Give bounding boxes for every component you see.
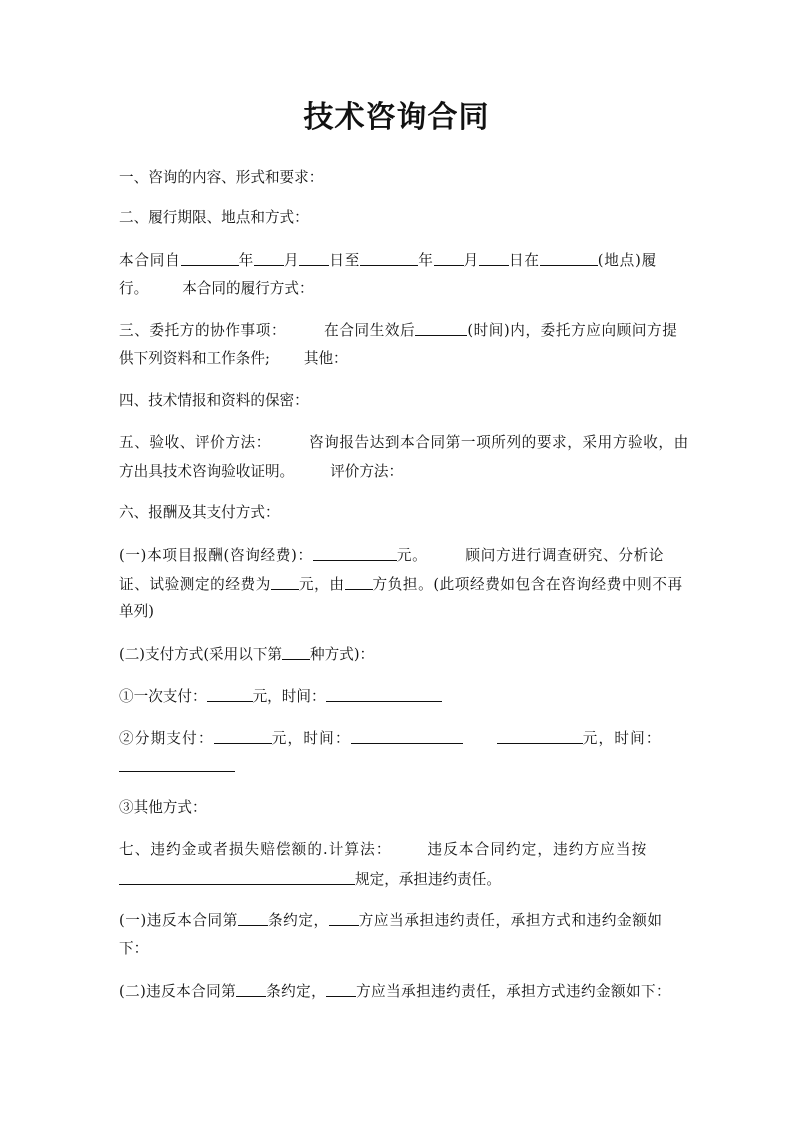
installment-time-2-blank[interactable] bbox=[119, 756, 235, 772]
section-6-payment-heading: 六、报酬及其支付方式： bbox=[119, 504, 280, 521]
section-7-item-1-line-2: 下： bbox=[119, 940, 149, 957]
payment-option-2-continued-line bbox=[119, 756, 235, 777]
text-segment: 元。 bbox=[396, 547, 428, 564]
section-4-confidentiality: 四、技术情报和资料的保密： bbox=[119, 392, 309, 409]
end-month-blank[interactable] bbox=[434, 250, 464, 266]
text-segment: 方应当承担违约责任，承担方式违约金额如下： bbox=[356, 983, 672, 1000]
section-3-cooperation-line-1 bbox=[119, 320, 677, 341]
lump-sum-time-blank[interactable] bbox=[326, 686, 442, 702]
text-segment: 顾问方进行调查研究、分析论 bbox=[465, 547, 665, 564]
text-segment: (时间)内，委托方应向顾问方提 bbox=[467, 322, 678, 339]
text-segment: 条约定， bbox=[267, 912, 329, 929]
text-segment: 年 bbox=[238, 252, 254, 269]
text-segment: 行。 bbox=[119, 280, 149, 297]
installment-amount-2-blank[interactable] bbox=[497, 728, 583, 744]
text-segment: 日在 bbox=[509, 252, 540, 269]
lump-sum-amount-blank[interactable] bbox=[207, 686, 253, 702]
section-2-date-place-line bbox=[119, 250, 657, 271]
section-5-acceptance-line-1 bbox=[119, 433, 689, 453]
text-segment: 元，时间： bbox=[252, 688, 326, 705]
section-5-acceptance-line-2 bbox=[119, 462, 403, 482]
text-segment: ②分期支付： bbox=[119, 730, 214, 747]
breach-party-2-blank[interactable] bbox=[326, 981, 356, 997]
text-segment: (一)违反本合同第 bbox=[119, 912, 238, 929]
section-7-penalty-line-1 bbox=[119, 840, 647, 860]
section-7-item-2-line bbox=[119, 981, 671, 1002]
end-year-blank[interactable] bbox=[360, 250, 418, 266]
text-segment: (地点)履 bbox=[597, 252, 657, 269]
text-segment: 违反本合同约定，违约方应当按 bbox=[427, 841, 648, 858]
expense-amount-blank[interactable] bbox=[271, 574, 299, 590]
text-segment: 五、验收、评价方法： bbox=[119, 434, 271, 451]
start-year-blank[interactable] bbox=[181, 250, 239, 266]
payment-option-1-line bbox=[119, 686, 442, 707]
installment-time-1-blank[interactable] bbox=[351, 728, 463, 744]
text-segment: 证、试验测定的经费为 bbox=[119, 576, 271, 593]
text-segment: ①一次支付： bbox=[119, 688, 207, 705]
payment-option-3-line: ③其他方式： bbox=[119, 799, 207, 816]
breach-clause-1-blank[interactable] bbox=[238, 910, 268, 926]
text-segment: (一)本项目报酬(咨询经费)： bbox=[119, 547, 313, 564]
payment-option-2-line bbox=[119, 728, 662, 749]
payment-option-blank[interactable] bbox=[282, 644, 310, 660]
text-segment: 元，时间： bbox=[582, 730, 662, 747]
text-segment: 评价方法： bbox=[330, 463, 404, 480]
section-6-fee-line-2 bbox=[119, 574, 683, 595]
section-6-fee-line-1 bbox=[119, 545, 664, 566]
section-6-fee-line-3: 单列) bbox=[119, 603, 154, 620]
section-3-cooperation-line-2 bbox=[119, 349, 348, 369]
text-segment: (二)违反本合同第 bbox=[119, 983, 237, 1000]
text-segment: 月 bbox=[463, 252, 479, 269]
section-2-method-line bbox=[119, 279, 314, 299]
text-segment: 月 bbox=[283, 252, 300, 269]
section-2-performance-terms: 二、履行期限、地点和方式： bbox=[119, 209, 309, 226]
text-segment: 三、委托方的协作事项： bbox=[119, 322, 287, 339]
breach-clause-2-blank[interactable] bbox=[236, 981, 266, 997]
text-segment: 在合同生效后 bbox=[324, 322, 416, 339]
section-6-payment-method-line bbox=[119, 644, 374, 665]
text-segment: 方出具技术咨询验收证明。 bbox=[119, 463, 295, 480]
start-day-blank[interactable] bbox=[299, 250, 329, 266]
time-blank[interactable] bbox=[415, 320, 467, 336]
penalty-rule-blank[interactable] bbox=[119, 869, 355, 885]
text-segment: 七、违约金或者损失赔偿额的.计算法： bbox=[119, 841, 392, 858]
text-segment: 元，由 bbox=[298, 576, 345, 593]
text-segment: 日至 bbox=[329, 252, 361, 269]
text-segment: 种方式)： bbox=[310, 646, 375, 663]
text-segment: (二)支付方式(采用以下第 bbox=[119, 646, 283, 663]
text-segment: 本合同自 bbox=[119, 252, 181, 269]
section-7-item-1-line-1 bbox=[119, 910, 663, 931]
location-blank[interactable] bbox=[540, 250, 598, 266]
text-segment: 年 bbox=[418, 252, 434, 269]
text-segment: 条约定， bbox=[266, 983, 327, 1000]
section-1-consulting-content: 一、咨询的内容、形式和要求： bbox=[119, 169, 324, 186]
text-segment: 本合同的履行方式： bbox=[182, 280, 314, 297]
text-segment: 供下列资料和工作条件; bbox=[119, 350, 270, 367]
breach-party-1-blank[interactable] bbox=[329, 910, 359, 926]
end-day-blank[interactable] bbox=[479, 250, 509, 266]
expense-party-blank[interactable] bbox=[345, 574, 373, 590]
text-segment: 咨询报告达到本合同第一项所列的要求，采用方验收，由 bbox=[308, 434, 689, 451]
installment-amount-1-blank[interactable] bbox=[214, 728, 272, 744]
consulting-fee-blank[interactable] bbox=[313, 545, 397, 561]
text-segment: 方应当承担违约责任，承担方式和违约金额如 bbox=[358, 912, 663, 929]
text-segment: 规定，承担违约责任。 bbox=[355, 871, 501, 888]
document-title: 技术咨询合同 bbox=[303, 100, 490, 135]
text-segment: 其他： bbox=[303, 350, 348, 367]
text-segment: 方负担。(此项经费如包含在咨询经费中则不再 bbox=[372, 576, 683, 593]
text-segment: 元，时间： bbox=[271, 730, 351, 747]
start-month-blank[interactable] bbox=[254, 250, 284, 266]
section-7-penalty-line-2 bbox=[119, 869, 501, 890]
